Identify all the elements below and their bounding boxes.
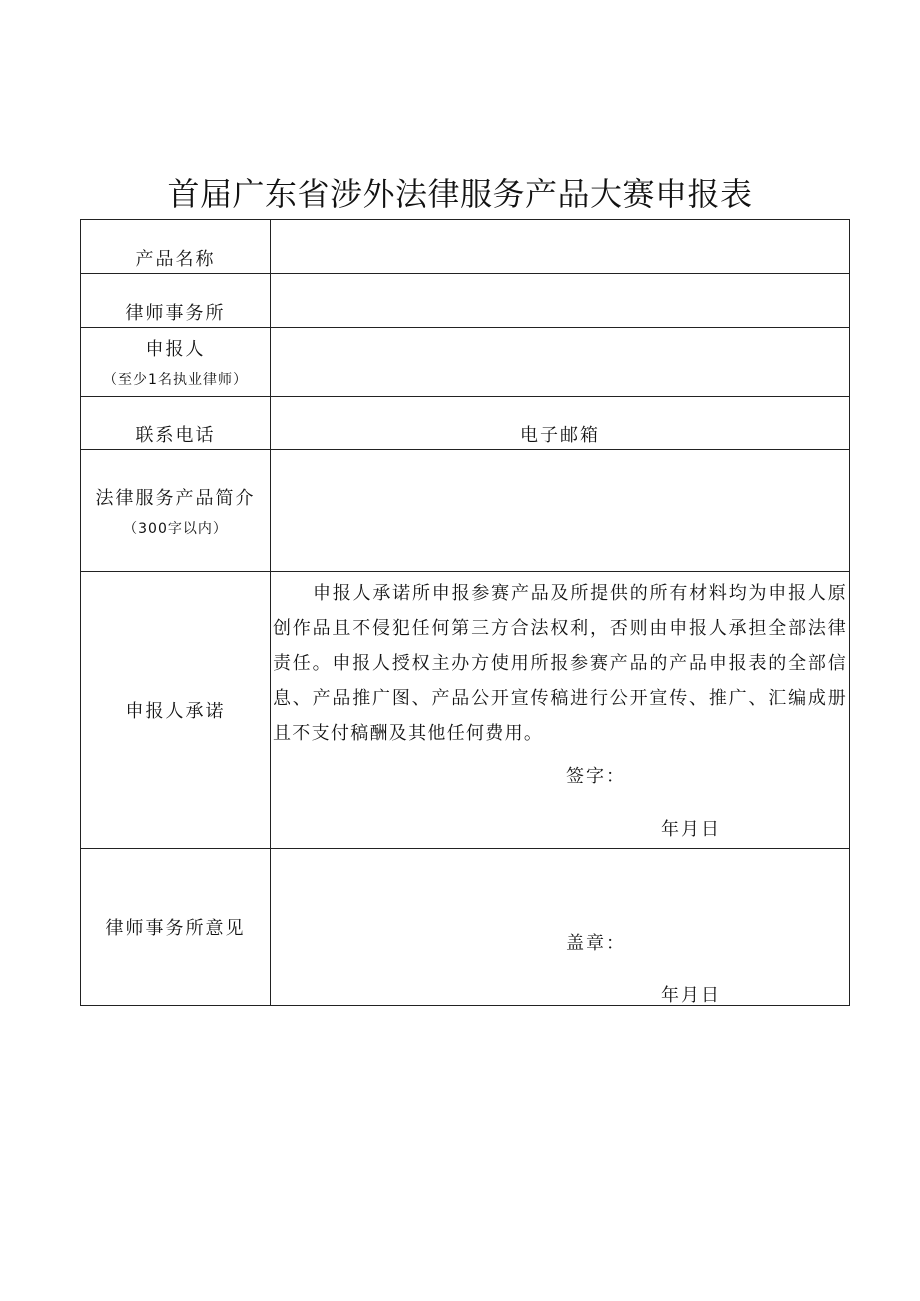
product-name-label: 产品名称 [81,220,271,274]
applicant-label-cell [81,328,271,397]
product-name-field[interactable] [271,220,850,274]
row-product-intro [81,450,850,572]
page-title: 首届广东省涉外法律服务产品大赛申报表 [167,175,753,213]
row-firm-opinion [81,849,850,1006]
intro-label-cell [81,450,271,572]
signature-label: 签字： [566,766,626,787]
opinion-cell[interactable] [271,849,850,1006]
promise-cell [271,572,850,849]
applicant-field[interactable] [271,328,850,397]
row-applicant-promise [81,572,850,849]
intro-field[interactable] [271,450,850,572]
row-applicant [81,328,850,397]
promise-date: 年月日 [661,819,721,840]
promise-label: 申报人承诺 [81,572,271,849]
law-firm-label: 律师事务所 [81,274,271,328]
intro-label: 法律服务产品简介 [95,487,256,509]
row-law-firm [81,274,850,328]
applicant-note: （至少1名执业律师） [103,372,248,388]
promise-text: 申报人承诺所申报参赛产品及所提供的所有材料均为申报人原创作品且不侵犯任何第三方合法权利，否则由申报人承担全部法律责任。申报人授权主办方使用所报参赛产品的产品申报表的全部信息、产品推广图、产品公开宣传稿进行公开宣传、推广、汇编成册且不支付稿酬及其他任何费用。 [273,583,847,744]
seal-label: 盖章： [566,933,626,954]
law-firm-field[interactable] [271,274,850,328]
application-form-table [80,219,850,1006]
opinion-label: 律师事务所意见 [81,849,271,1006]
email-label: 电子邮箱 [271,397,850,450]
applicant-label: 申报人 [145,339,206,360]
opinion-date: 年月日 [661,985,721,1006]
phone-label: 联系电话 [81,397,271,450]
row-contact [81,397,850,450]
row-product-name [81,220,850,274]
intro-note: （300字以内） [123,520,228,537]
